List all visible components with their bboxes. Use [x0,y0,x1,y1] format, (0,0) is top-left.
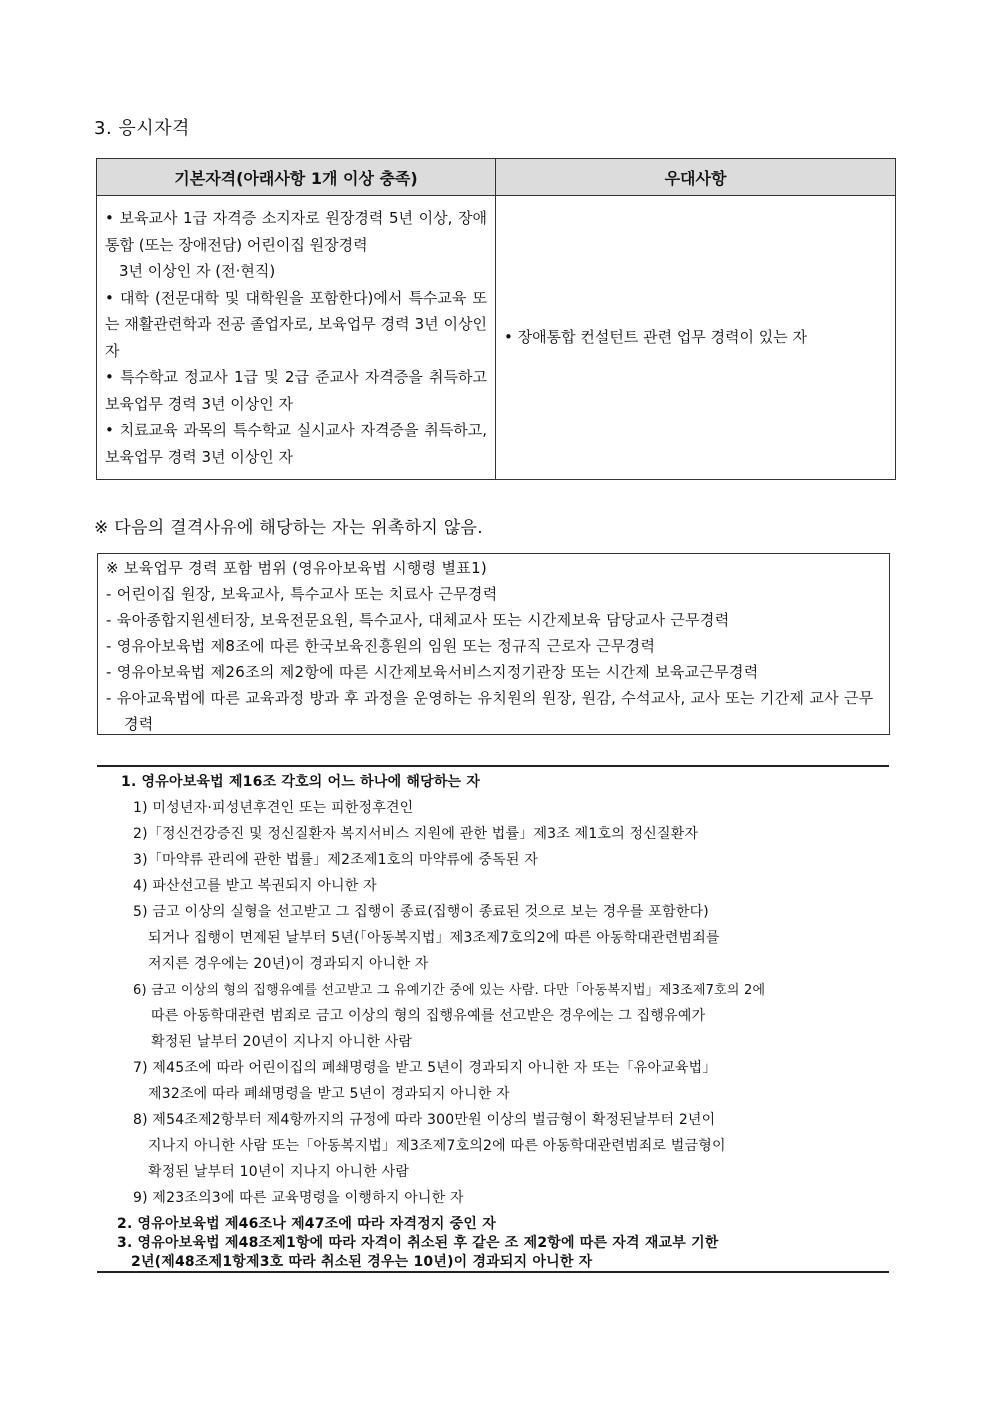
basic-item: • 치료교육 과목의 특수학교 실시교사 자격증을 취득하고, 보육업무 경력 3년 이상인 자 [105,421,487,466]
header-basic-qualification: 기본자격(아래사항 1개 이상 충족) [97,159,496,196]
basic-item: • 보육교사 1급 자격증 소지자로 원장경력 5년 이상, 장애통합 (또는 장애전담) 어린이집 원장경력 [105,209,487,254]
disq-heading-2: 2. 영유아보육법 제46조나 제47조에 따라 자격정지 중인 자 [117,1216,496,1232]
disq-item: 6) 금고 이상의 형의 집행유예를 선고받고 그 유예기간 중에 있는 사람. 다만「아동복지법」제3조제7호의 2에 [133,983,766,998]
preferred-item: • 장애통합 컨설턴트 관련 업무 경력이 있는 자 [504,328,808,347]
disq-item: 8) 제54조제2항부터 제4항까지의 규정에 따라 300만원 이상의 벌금형이 확정된날부터 2년이 [133,1112,716,1128]
disq-heading-3: 3. 영유아보육법 제48조제1항에 따라 자격이 취소된 후 같은 조 제2항에 따른 자격 재교부 기한 [117,1235,719,1251]
disq-item-cont: 확정된 날부터 10년이 지나지 아니한 사람 [148,1164,410,1180]
career-scope-box [97,553,890,735]
disq-item: 9) 제23조의3에 따른 교육명령을 이행하지 아니한 자 [133,1190,464,1206]
basic-qualification-cell [97,196,496,480]
disq-item: 3)「마약류 관리에 관한 법률」제2조제1호의 마약류에 중독된 자 [133,852,538,868]
section-title: 3. 응시자격 [94,118,190,139]
disq-item: 2)「정신건강증진 및 정신질환자 복지서비스 지원에 관한 법률」제3조 제1호의 정신질환자 [133,826,699,842]
disq-item: 7) 제45조에 따라 어린이집의 폐쇄명령을 받고 5년이 경과되지 아니한 자 또는「유아교육법」 [133,1060,717,1076]
disq-item-cont: 되거나 집행이 면제된 날부터 5년(「아동복지법」제3조제7호의2에 따른 아동학대관련범죄를 [148,930,720,946]
disq-item: 4) 파산선고를 받고 복권되지 아니한 자 [133,878,377,894]
career-item: - 영유아보육법 제26조의 제2항에 따른 시간제보육서비스지정기관장 또는 시간제 보육교근무경력 [106,663,759,681]
career-item: - 유아교육법에 따른 교육과정 방과 후 과정을 운영하는 유치원의 원장, 원감, 수석교사, 교사 또는 기간제 교사 근무경력 [106,689,874,733]
career-item: - 어린이집 원장, 보육교사, 특수교사 또는 치료사 근무경력 [106,585,498,603]
disq-item-cont: 제32조에 따라 폐쇄명령을 받고 5년이 경과되지 아니한 자 [148,1086,510,1102]
career-item: - 영유아보육법 제8조에 따른 한국보육진흥원의 임원 또는 정규직 근로자 근무경력 [106,637,656,655]
basic-item: • 대학 (전문대학 및 대학원을 포함한다)에서 특수교육 또는 재활관련학과 전공 졸업자로, 보육업무 경력 3년 이상인 자 [105,288,487,360]
preferred-cell [496,196,896,480]
disqualification-notice: ※ 다음의 결격사유에 해당하는 자는 위촉하지 않음. [94,518,483,538]
disq-heading-3-cont: 2년(제48조제1항제3호 따라 취소된 경우는 10년)이 경과되지 아니한 자 [131,1254,593,1270]
basic-item: 3년 이상인 자 (전·현직) [119,262,276,280]
career-item: - 육아종합지원센터장, 보육전문요원, 특수교사, 대체교사 또는 시간제보육 담당교사 근무경력 [106,611,730,629]
disq-item-cont: 지나지 아니한 사람 또는「아동복지법」제3조제7호의2에 따른 아동학대관련범죄로 벌금형이 [148,1138,726,1154]
header-preferred: 우대사항 [496,159,896,196]
disq-item: 5) 금고 이상의 실형을 선고받고 그 집행이 종료(집행이 종료된 것으로 보는 경우를 포함한다) [133,904,709,920]
disq-item: 1) 미성년자·피성년후견인 또는 피한정후견인 [133,800,414,816]
career-box-title: ※ 보육업무 경력 포함 범위 (영유아보육법 시행령 별표1) [106,559,488,577]
disq-item-cont: 확정된 날부터 20년이 지나지 아니한 사람 [151,1034,413,1050]
basic-item: • 특수학교 정교사 1급 및 2급 준교사 자격증을 취득하고 보육업무 경력 3년 이상인 자 [105,368,487,413]
disqualification-list [97,765,889,1273]
disq-item-cont: 저지른 경우에는 20년)이 경과되지 아니한 자 [148,956,429,972]
qualification-table [96,158,896,480]
disq-item-cont: 따른 아동학대관련 범죄로 금고 이상의 형의 집행유예를 선고받은 경우에는 그 집행유예가 [151,1008,706,1024]
disq-heading-1: 1. 영유아보육법 제16조 각호의 어느 하나에 해당하는 자 [121,774,481,790]
